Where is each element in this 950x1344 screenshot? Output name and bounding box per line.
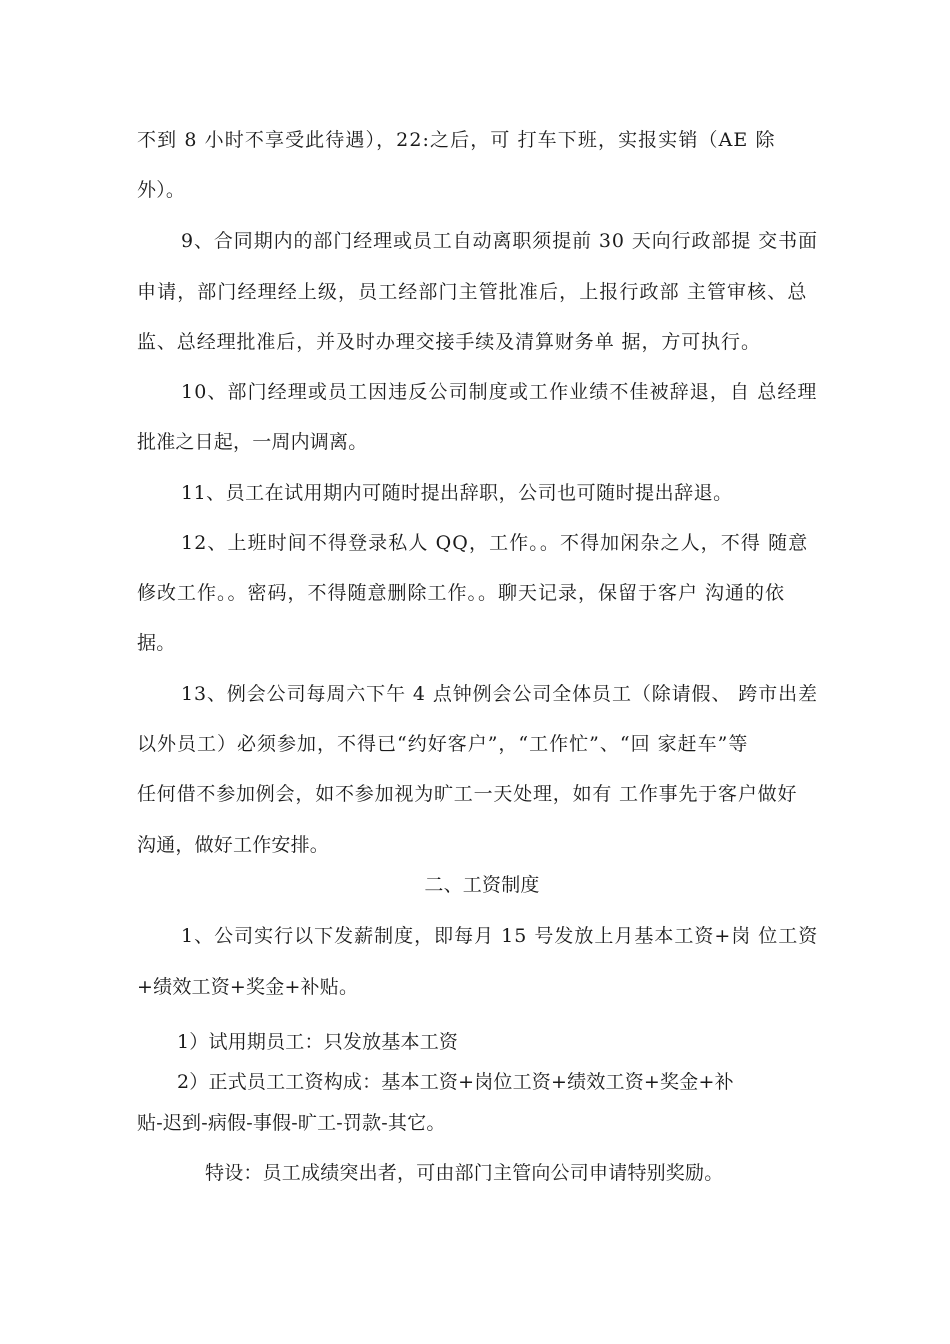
document-page <box>137 0 827 1344</box>
text-line: 不到 8 小时不享受此待遇），22:之后，可 打车下班，实报实销（AE 除 <box>137 129 776 151</box>
list-item: 2）正式员工工资构成：基本工资+岗位工资+绩效工资+奖金+补 <box>177 1071 734 1093</box>
special-note: 特设：员工成绩突出者，可由部门主管向公司申请特别奖励。 <box>205 1162 724 1184</box>
text-line: 批准之日起，一周内调离。 <box>137 431 368 453</box>
text-line: 以外员工）必须参加，不得已“约好客户”，“工作忙”、“回 家赶车”等 <box>137 733 749 755</box>
text-line: 据。 <box>137 632 176 654</box>
paragraph-13-line: 13、例会公司每周六下午 4 点钟例会公司全体员工（除请假、 跨市出差 <box>181 683 818 705</box>
text-line: 监、总经理批准后，并及时办理交接手续及清算财务单 据，方可执行。 <box>137 331 761 353</box>
text-line: +绩效工资+奖金+补贴。 <box>137 976 359 998</box>
text-line: 沟通，做好工作安排。 <box>137 834 330 856</box>
text-line: 任何借不参加例会，如不参加视为旷工一天处理，如有 工作事先于客户做好 <box>137 783 798 805</box>
text-line: 外）。 <box>137 179 186 201</box>
paragraph-10-line: 10、部门经理或员工因违反公司制度或工作业绩不佳被辞退，自 总经理 <box>181 381 818 403</box>
paragraph-9-line: 9、合同期内的部门经理或员工自动离职须提前 30 天向行政部提 交书面 <box>181 230 818 252</box>
list-item: 1）试用期员工：只发放基本工资 <box>177 1031 459 1053</box>
section-heading: 二、工资制度 <box>424 874 540 896</box>
paragraph-salary-1-line: 1、公司实行以下发薪制度，即每月 15 号发放上月基本工资+岗 位工资 <box>181 925 819 947</box>
text-line: 申请，部门经理经上级，员工经部门主管批准后，上报行政部 主管审核、总 <box>137 281 808 303</box>
paragraph-12-line: 12、上班时间不得登录私人 QQ，工作。。不得加闲杂之人，不得 随意 <box>181 532 809 554</box>
paragraph-11-line: 11、员工在试用期内可随时提出辞职，公司也可随时提出辞退。 <box>181 482 733 504</box>
text-line: 修改工作。。密码，不得随意删除工作。。聊天记录，保留于客户 沟通的依 <box>137 582 786 604</box>
text-line: 贴-迟到-病假-事假-旷工-罚款-其它。 <box>137 1112 446 1134</box>
